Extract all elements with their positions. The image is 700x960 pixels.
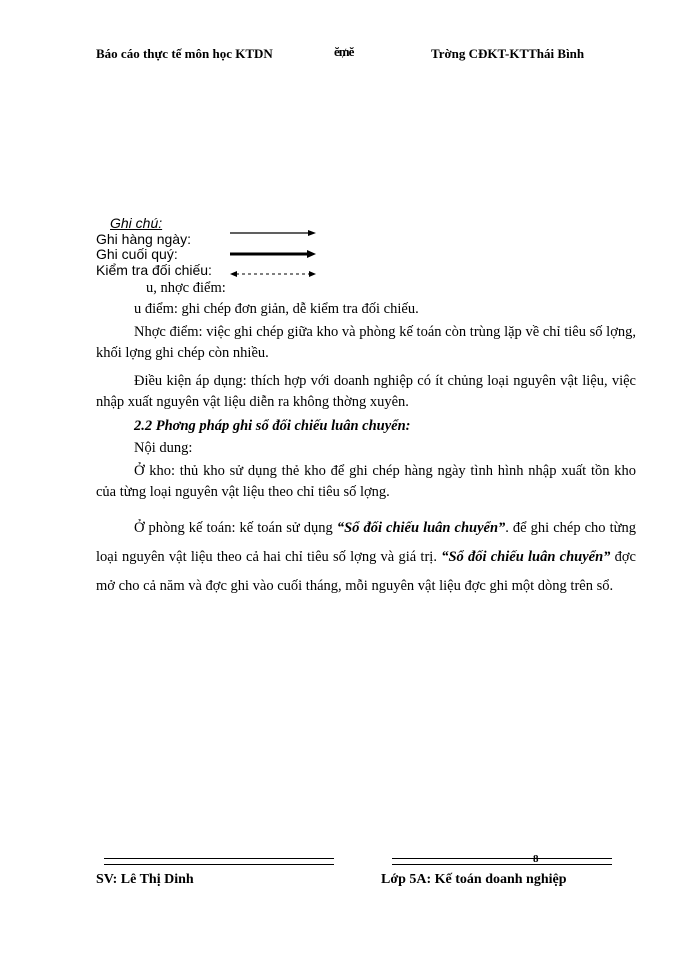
- accounting-text-1: Ở phòng kế toán: kế toán sử dụng: [134, 520, 337, 536]
- footer-rule-right: [392, 858, 612, 865]
- footer-rule-mark: 8: [533, 853, 539, 865]
- header-school-name: Trờng CĐKT-KTThái Bình: [431, 46, 585, 61]
- pros-paragraph: u điểm: ghi chép đơn giản, dễ kiểm tra đối chiếu.: [134, 301, 419, 317]
- section-title: 2.2 Phơng pháp ghi sổ đối chiếu luân chuyển:: [134, 418, 411, 434]
- legend-quarterly-label: Ghi cuối quý:: [96, 246, 178, 262]
- footer-rule-left: [104, 858, 334, 865]
- dashed-double-arrow-icon: [230, 268, 316, 280]
- thin-arrow-icon: [230, 227, 316, 239]
- book-name-1: “Sổ đối chiếu luân chuyển”: [336, 520, 506, 536]
- legend-title: Ghi chú:: [110, 215, 163, 231]
- header-report-title: Báo cáo thực tế môn học KTDN: [96, 46, 273, 61]
- thick-arrow-icon: [230, 248, 316, 260]
- legend-check-label: Kiểm tra đối chiếu:: [96, 262, 212, 278]
- pros-cons-heading: u, nhợc điểm:: [146, 280, 226, 296]
- footer-student-name: SV: Lê Thị Dinh: [96, 872, 194, 887]
- header-ornament: ĕ₥ĕ: [334, 44, 354, 59]
- warehouse-paragraph: Ở kho: thủ kho sử dụng thẻ kho để ghi chép hàng ngày tình hình nhập xuất tồn kho của từng loại nguyên vật liệu theo chỉ tiêu số lợng.: [96, 463, 636, 500]
- footer-class-name: Lớp 5A: Kế toán doanh nghiệp: [381, 872, 567, 887]
- accounting-text-3: đợc mở cho cả năm và đợc ghi vào cuối tháng, mỗi nguyên vật liệu đợc ghi một dòng trên sổ.: [96, 549, 636, 594]
- content-label: Nội dung:: [134, 440, 193, 456]
- accounting-text-2: . để ghi chép cho từng loại nguyên vật liệu theo cả hai chỉ tiêu số lợng và giá trị.: [96, 520, 636, 565]
- cons-paragraph: Nhợc điểm: việc ghi chép giữa kho và phòng kế toán còn trùng lặp về chỉ tiêu số lợng, khối lợng ghi chép còn nhiều.: [96, 324, 636, 361]
- book-name-2: “Sổ đối chiếu luân chuyển”: [441, 549, 611, 565]
- conditions-paragraph: Điều kiện áp dụng: thích hợp với doanh nghiệp có ít chủng loại nguyên vật liệu, việc nhập xuất nguyên vật liệu diễn ra không thờng xuyên.: [96, 373, 636, 410]
- legend-daily-label: Ghi hàng ngày:: [96, 231, 191, 247]
- accounting-paragraph: [96, 514, 636, 601]
